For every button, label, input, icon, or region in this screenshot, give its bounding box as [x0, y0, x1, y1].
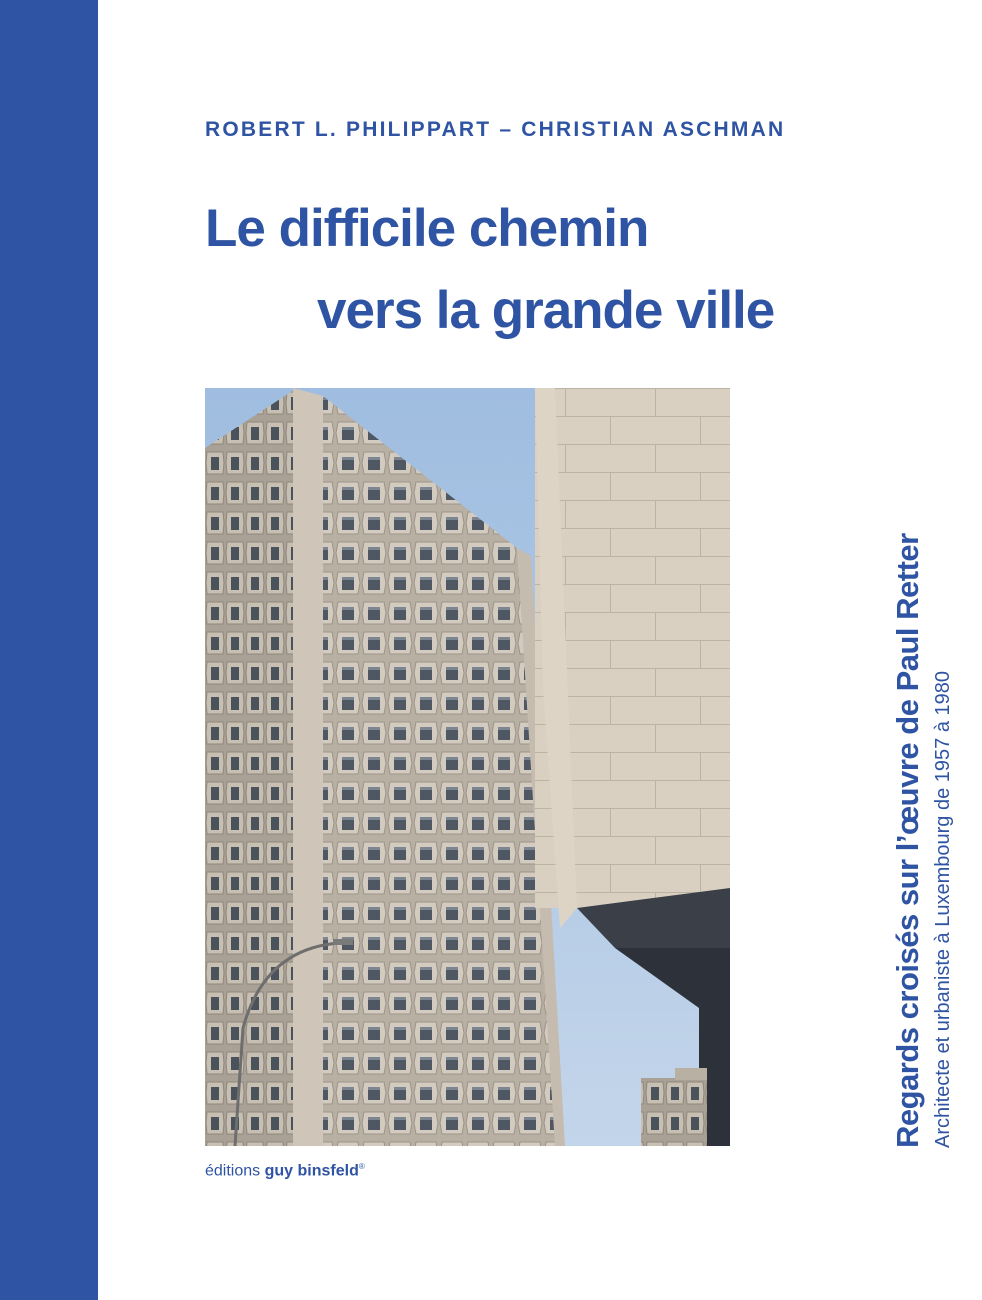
book-title — [205, 188, 925, 352]
publisher-imprint — [205, 1162, 365, 1180]
tagline: Architecte et urbaniste à Luxembourg de 1957 à 1980 — [932, 671, 954, 1148]
book-spine-band — [0, 0, 98, 1300]
publisher-prefix: éditions — [205, 1162, 261, 1180]
side-subtitle-block — [888, 368, 958, 1148]
title-line-2: vers la grande ville — [317, 281, 775, 340]
cover-photo-buildings — [205, 388, 730, 1146]
registered-mark: ® — [358, 1162, 365, 1171]
author-names: ROBERT L. PHILIPPART – CHRISTIAN ASCHMAN — [205, 118, 786, 141]
title-line-1: Le difficile chemin — [205, 199, 649, 258]
publisher-name: guy binsfeld — [264, 1162, 359, 1180]
subtitle: Regards croisés sur l’œuvre de Paul Retter — [890, 533, 925, 1148]
